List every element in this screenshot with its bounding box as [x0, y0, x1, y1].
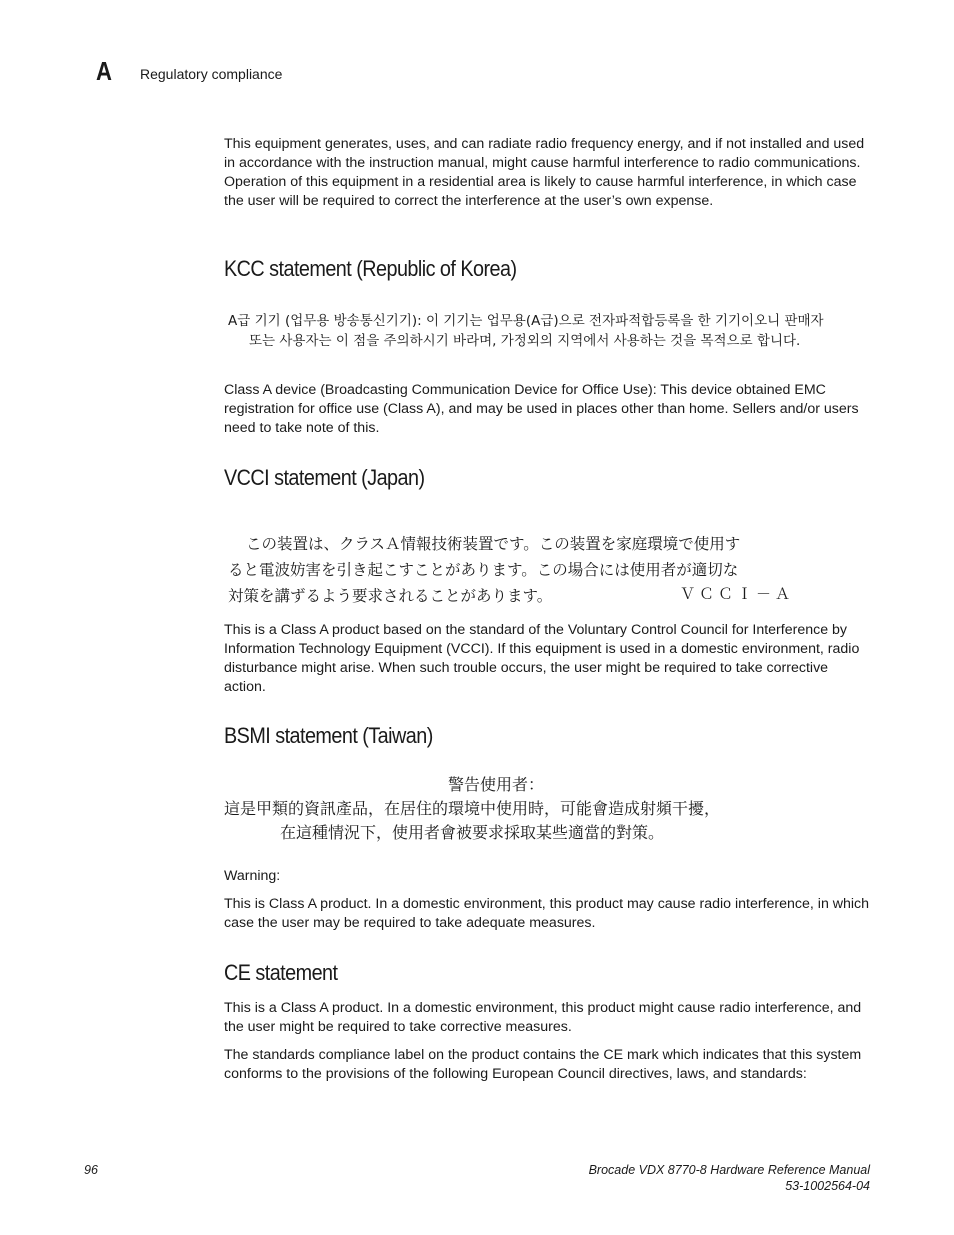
- kcc-korean-line-2: 또는 사용자는 이 점을 주의하시기 바라며, 가정외의 지역에서 사용하는 것을 목적으로 합니다.: [249, 333, 801, 349]
- ce-body: [224, 999, 870, 1084]
- intro-paragraph: This equipment generates, uses, and can radiate radio frequency energy, and if not installed and used in accordance with the instruction manual, might cause harmful interference to radio communications. Operation of this equipment in a residential area is likely to cause harmful interference, in which case the user will be required to correct the interference at the user’s own expense.: [224, 136, 865, 209]
- kcc-english-paragraph: Class A device (Broadcasting Communication Device for Office Use): This device obtained EMC registration for office use (Class A), and may be used in places other than home. Sellers and/or users need to take note of this.: [224, 382, 859, 436]
- ce-heading-wrap: [224, 960, 870, 986]
- bsmi-chinese-line-1: 這是甲類的資訊產品，在居住的環境中使用時，可能會造成射頻干擾，: [224, 799, 721, 818]
- vcci-heading-wrap: [224, 465, 870, 491]
- doc-number: 53-1002564-04: [785, 1179, 870, 1193]
- chapter-letter: A: [96, 56, 112, 86]
- kcc-korean-line-1: A급 기기 (업무용 방송통신기기): 이 기기는 업무용(A급)으로 전자파적합등록을 한 기기이오니 판매자: [228, 313, 824, 329]
- ce-paragraph-2: The standards compliance label on the product contains the CE mark which indicates that this system conforms to the provisions of the following European Council directives, laws, and standards:: [224, 1047, 862, 1082]
- bsmi-chinese-text: [224, 773, 824, 845]
- ce-paragraph-1: This is a Class A product. In a domestic environment, this product might cause radio interference, and the user might be required to take corrective measures.: [224, 1000, 862, 1035]
- kcc-heading: KCC statement (Republic of Korea): [224, 256, 517, 281]
- bsmi-english-paragraph: This is Class A product. In a domestic environment, this product may cause radio interference, in which case the user may be required to take adequate measures.: [224, 896, 870, 931]
- kcc-english-wrap: [224, 381, 870, 438]
- vcci-japanese-line-3: 対策を講ずるよう要求されることがあります。: [228, 587, 553, 605]
- vcci-english-paragraph: This is a Class A product based on the standard of the Voluntary Control Council for Interference by Information Technology Equipment (VCCI). If this equipment is used in a domestic environment, radio disturbance might arise. When such trouble occurs, the user might be required to take corrective action.: [224, 622, 860, 695]
- kcc-heading-wrap: [224, 256, 870, 282]
- bsmi-heading-wrap: [224, 723, 870, 749]
- footer-info: [589, 1162, 870, 1194]
- vcci-class-tag: ＶＣＣＩ－Ａ: [680, 585, 795, 603]
- vcci-english-wrap: [224, 621, 870, 697]
- intro-section: [224, 135, 870, 211]
- bsmi-heading: BSMI statement (Taiwan): [224, 723, 433, 748]
- bsmi-english-wrap: [224, 867, 870, 933]
- chapter-title: Regulatory compliance: [140, 66, 283, 82]
- bsmi-warning-label: Warning:: [224, 868, 281, 884]
- page-number: 96: [84, 1163, 98, 1177]
- bsmi-chinese-line-2: 在這種情況下，使用者會被要求採取某些適當的對策。: [280, 823, 665, 842]
- manual-title: Brocade VDX 8770-8 Hardware Reference Manual: [588, 1163, 870, 1177]
- ce-heading: CE statement: [224, 960, 338, 985]
- vcci-japanese-line-1: この装置は、クラスＡ情報技術装置です。この装置を家庭環境で使用す: [246, 535, 741, 553]
- bsmi-chinese-line-0: 警告使用者：: [448, 775, 545, 794]
- vcci-japanese-line-2: ると電波妨害を引き起こすことがあります。この場合には使用者が適切な: [228, 561, 739, 579]
- kcc-korean-text: [228, 311, 878, 351]
- vcci-heading: VCCI statement (Japan): [224, 465, 425, 490]
